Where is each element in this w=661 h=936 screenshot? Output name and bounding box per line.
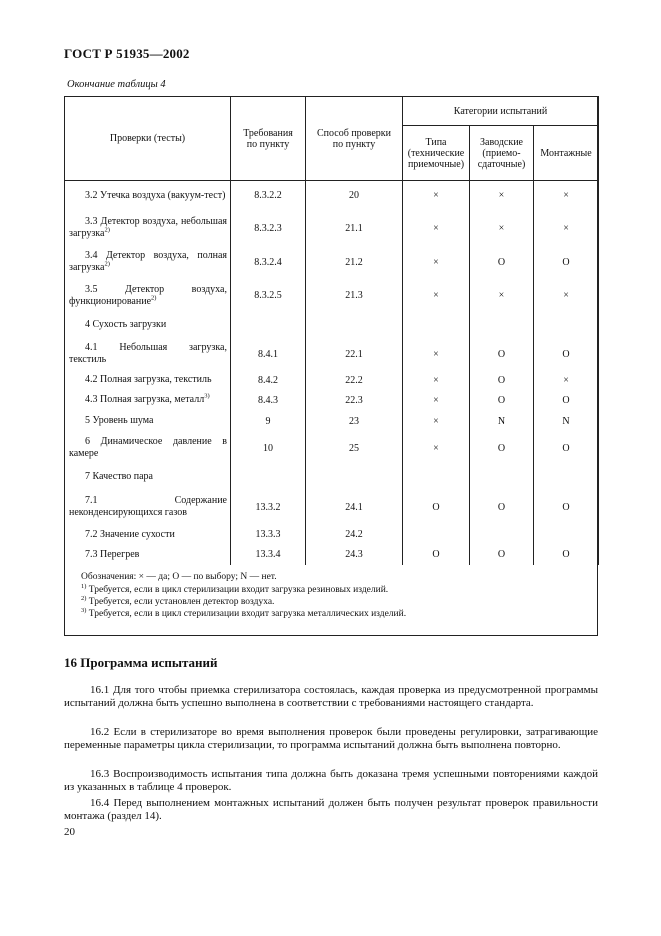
legend: Обозначения: × — да; O — по выбору; N — нет.	[81, 572, 277, 582]
table-row	[65, 411, 599, 432]
method-cell: 24.3	[306, 545, 403, 565]
method-cell: 24.1	[306, 490, 403, 525]
header-requirements: Требования по пункту	[231, 97, 306, 181]
requirement-cell: 8.4.1	[231, 338, 306, 371]
table-row	[65, 371, 599, 390]
method-cell: 22.3	[306, 390, 403, 411]
factory-cell: O	[470, 390, 534, 411]
check-name: 3.2 Утечка воздуха (вакуум-тест)	[65, 181, 231, 211]
installation-cell: O	[534, 545, 599, 565]
type-cell: ×	[403, 411, 470, 432]
requirement-cell: 8.3.2.2	[231, 181, 306, 211]
table-row	[65, 338, 599, 371]
installation-cell: O	[534, 432, 599, 465]
table-row	[65, 465, 599, 490]
type-cell	[403, 525, 470, 545]
requirement-cell: 8.4.3	[231, 390, 306, 411]
type-cell: ×	[403, 246, 470, 279]
method-cell: 21.2	[306, 246, 403, 279]
type-cell: ×	[403, 432, 470, 465]
type-cell: ×	[403, 390, 470, 411]
footnote-3: $^{3)}$ Требуется, если в цикл стерилизации входит загрузка металлических изделий.	[81, 606, 407, 619]
requirement-cell	[231, 465, 306, 490]
table-row	[65, 432, 599, 465]
requirement-cell: 13.3.2	[231, 490, 306, 525]
paragraph-16-2: 16.2 Если в стерилизаторе во время выполнения проверок были проведены регулировки, затрагивающие переменные параметры цикла стерилизации, то программа испытаний должна быть выполнена повторно.	[64, 726, 598, 751]
factory-cell: ×	[470, 211, 534, 246]
paragraph-16-4: 16.4 Перед выполнением монтажных испытаний должен быть получен результат проверок правильности монтажа (раздел 14).	[64, 797, 598, 822]
method-cell: 20	[306, 181, 403, 211]
installation-cell: O	[534, 490, 599, 525]
check-name: 7.1 Содержание неконденсирующихся газов	[65, 490, 231, 525]
requirement-cell: 9	[231, 411, 306, 432]
requirement-cell: 13.3.3	[231, 525, 306, 545]
paragraph-16-3: 16.3 Воспроизводимость испытания типа должна быть доказана тремя успешными повторениями каждой из указанных в таблице 4 проверок.	[64, 768, 598, 793]
method-cell: 23	[306, 411, 403, 432]
method-cell: 21.3	[306, 279, 403, 313]
method-cell	[306, 465, 403, 490]
header-installation: Монтажные	[534, 126, 599, 181]
factory-cell: O	[470, 545, 534, 565]
factory-cell: ×	[470, 279, 534, 313]
factory-cell: N	[470, 411, 534, 432]
table-row	[65, 313, 599, 338]
check-name: 5 Уровень шума	[65, 411, 231, 432]
table-row	[65, 181, 599, 211]
footnote-1: $^{1)}$ Требуется, если в цикл стерилизации входит загрузка резиновых изделий.	[81, 582, 389, 595]
factory-cell: ×	[470, 181, 534, 211]
table-row	[65, 211, 599, 246]
factory-cell	[470, 525, 534, 545]
check-name: 7.2 Значение сухости	[65, 525, 231, 545]
installation-cell: ×	[534, 371, 599, 390]
factory-cell: O	[470, 490, 534, 525]
factory-cell: O	[470, 338, 534, 371]
table-row	[65, 246, 599, 279]
check-name: 7.3 Перегрев	[65, 545, 231, 565]
type-cell: ×	[403, 211, 470, 246]
check-name: 3.4 Детектор воздуха, полная загрузка$^{2)}$	[65, 246, 231, 279]
page-number: 20	[64, 826, 75, 838]
header-checks: Проверки (тесты)	[65, 97, 231, 181]
factory-cell	[470, 313, 534, 338]
check-name: 4.3 Полная загрузка, металл$^{3)}$	[65, 390, 231, 411]
check-name: 3.5 Детектор воздуха, функционирование$^{2)}$	[65, 279, 231, 313]
requirement-cell	[231, 313, 306, 338]
table-caption: Окончание таблицы 4	[67, 79, 166, 90]
footnote-2: $^{2)}$ Требуется, если установлен детектор воздуха.	[81, 594, 275, 607]
header-type: Типа (технические приемочные)	[403, 126, 470, 181]
type-cell	[403, 465, 470, 490]
header-factory: Заводские (приемо-сдаточные)	[470, 126, 534, 181]
table-row	[65, 490, 599, 525]
type-cell: ×	[403, 371, 470, 390]
type-cell: O	[403, 490, 470, 525]
type-cell: ×	[403, 338, 470, 371]
type-cell: O	[403, 545, 470, 565]
installation-cell: ×	[534, 211, 599, 246]
table-4	[64, 96, 598, 636]
document-code: ГОСТ Р 51935—2002	[64, 46, 190, 61]
check-name: 3.3 Детектор воздуха, небольшая загрузка$^{2)}$	[65, 211, 231, 246]
method-cell: 25	[306, 432, 403, 465]
check-name: 4 Сухость загрузки	[65, 313, 231, 338]
header-method: Способ проверки по пункту	[306, 97, 403, 181]
method-cell	[306, 313, 403, 338]
method-cell: 22.2	[306, 371, 403, 390]
type-cell: ×	[403, 279, 470, 313]
table-row	[65, 545, 599, 565]
method-cell: 21.1	[306, 211, 403, 246]
table-row	[65, 525, 599, 545]
installation-cell: O	[534, 338, 599, 371]
table-row	[65, 279, 599, 313]
method-cell: 22.1	[306, 338, 403, 371]
tests-table	[64, 96, 599, 565]
check-name: 4.2 Полная загрузка, текстиль	[65, 371, 231, 390]
installation-cell	[534, 465, 599, 490]
check-name: 4.1 Небольшая загрузка, текстиль	[65, 338, 231, 371]
factory-cell: O	[470, 371, 534, 390]
section-title: 16 Программа испытаний	[64, 655, 218, 670]
header-categories: Категории испытаний	[403, 97, 599, 126]
installation-cell: O	[534, 246, 599, 279]
method-cell: 24.2	[306, 525, 403, 545]
type-cell	[403, 313, 470, 338]
requirement-cell: 10	[231, 432, 306, 465]
requirement-cell: 8.3.2.5	[231, 279, 306, 313]
check-name: 7 Качество пара	[65, 465, 231, 490]
type-cell: ×	[403, 181, 470, 211]
check-name: 6 Динамическое давление в камере	[65, 432, 231, 465]
factory-cell	[470, 465, 534, 490]
requirement-cell: 8.3.2.3	[231, 211, 306, 246]
installation-cell: O	[534, 390, 599, 411]
installation-cell	[534, 525, 599, 545]
factory-cell: O	[470, 432, 534, 465]
installation-cell: ×	[534, 181, 599, 211]
table-notes	[81, 571, 406, 620]
installation-cell: ×	[534, 279, 599, 313]
requirement-cell: 8.4.2	[231, 371, 306, 390]
installation-cell	[534, 313, 599, 338]
installation-cell: N	[534, 411, 599, 432]
factory-cell: O	[470, 246, 534, 279]
requirement-cell: 13.3.4	[231, 545, 306, 565]
table-row	[65, 390, 599, 411]
requirement-cell: 8.3.2.4	[231, 246, 306, 279]
paragraph-16-1: 16.1 Для того чтобы приемка стерилизатора состоялась, каждая проверка из предусмотренной программы испытаний должна быть успешно выполнена в соответствии с требованиями настоящего стандарта.	[64, 684, 598, 709]
